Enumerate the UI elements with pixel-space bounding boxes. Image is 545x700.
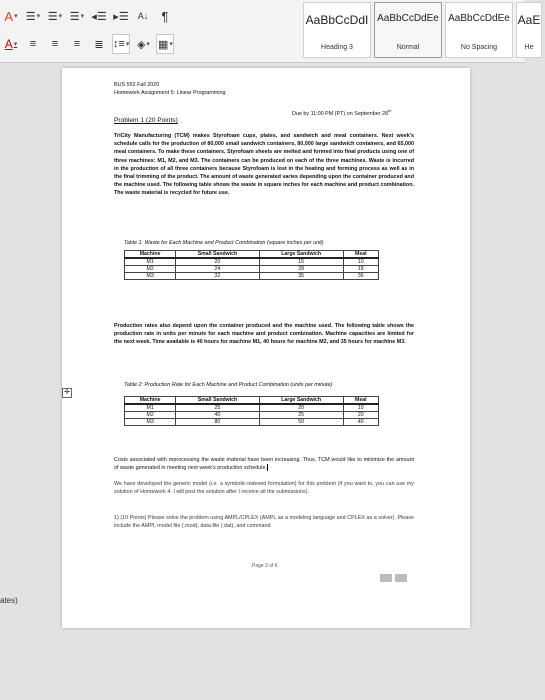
style-no-spacing-name: No Spacing — [460, 44, 498, 51]
table-cell: 25 — [176, 404, 259, 412]
table-cell: 35 — [259, 273, 343, 280]
sort-icon[interactable]: A↓ — [137, 11, 149, 21]
problem-paragraph-3 — [114, 456, 414, 472]
text-cursor — [267, 464, 268, 471]
decrease-indent-icon[interactable]: ◂☰ — [91, 10, 107, 23]
view-mode-icons — [380, 574, 407, 582]
style-heading3-preview: AaBbCcDdI — [305, 13, 369, 27]
course-line: BUS 552 Fall 2020 — [114, 82, 160, 88]
table-cell: 40 — [343, 419, 378, 426]
table-cell: M2 — [125, 266, 176, 273]
text-effects-button[interactable]: A ▾ — [4, 8, 18, 24]
style-no-spacing-preview: AaBbCcDdEe — [448, 13, 510, 24]
table-cell: 20 — [259, 404, 343, 412]
table1-header: Meal — [343, 251, 378, 259]
due-superscript: th — [388, 108, 392, 113]
question-1: 1) (10 Points) Please solve the problem using AMPL/CPLEX (AMPL as a modeling language and CPLEX as a solver). Please include the AMPL model file (.mod), data file (.dat), and command — [114, 515, 414, 530]
styles-gallery — [303, 2, 545, 58]
table-cell: 20 — [176, 258, 259, 266]
table-cell: 50 — [259, 419, 343, 426]
style-heading[interactable] — [516, 2, 542, 58]
status-left-text: ates) — [0, 596, 18, 605]
table-cell: 24 — [176, 266, 259, 273]
multilevel-list-button[interactable]: ☰ ▾ — [69, 10, 85, 23]
table2-header: Machine — [125, 397, 176, 405]
table1-header: Small Sandwich — [176, 251, 259, 259]
justify-icon[interactable]: ≣ — [94, 38, 104, 51]
ribbon-row-2 — [0, 30, 176, 58]
table1-header: Large Sandwich — [259, 251, 343, 259]
table-cell: M3 — [125, 273, 176, 280]
table2-caption: Table 2: Production Rate for Each Machine and Product Combination (units per minute) — [124, 382, 333, 388]
table-cell: 32 — [176, 273, 259, 280]
table-row — [125, 419, 379, 426]
increase-indent-icon[interactable]: ▸☰ — [113, 10, 129, 23]
table-row — [125, 273, 379, 280]
table-row — [125, 412, 379, 419]
view-web-icon[interactable] — [395, 574, 407, 582]
font-color-button[interactable]: A ▾ — [4, 37, 18, 51]
due-text: Due by 11:00 PM (PT) on September 28 — [292, 110, 389, 117]
homework-line: Homework Assignment 5: Linear Programming — [114, 90, 226, 96]
show-formatting-icon[interactable]: ¶ — [161, 8, 169, 24]
table1-header: Machine — [125, 251, 176, 259]
style-normal[interactable] — [374, 2, 442, 58]
problem-paragraph-1: TriCity Manufacturing (TCM) makes Styrofoam cups, plates, and sandwich and meal containers. Next week's schedule calls for the production of 80,000 small sandwich containers, 80,000 large sandwich containers, and 65,000 meal containers. To make these containers, Styrofoam sheets are melted and formed into final products using one of three machines: M1, M2, and M3. The containers can be produced on each of the three machines. Waste is incurred in the production of all three containers because Styrofoam is lost in the heating and forming process as well as in the final trimming of the product. The amount of waste generated varies depending upon the container produced and the machine used. The following table shows the waste in square inches for each machine and product combination. The waste material is recycled for future use. — [114, 133, 414, 197]
table-cell: 15 — [259, 258, 343, 266]
table-cell: 36 — [343, 273, 378, 280]
view-layout-icon[interactable] — [380, 574, 392, 582]
table-row — [125, 258, 379, 266]
line-spacing-icon[interactable]: ↕≡ ▾ — [112, 34, 130, 54]
table-cell: 18 — [343, 266, 378, 273]
table2-header: Small Sandwich — [176, 397, 259, 405]
table2-header-row — [125, 397, 379, 405]
table-row — [125, 404, 379, 412]
align-right-icon[interactable]: ≡ — [73, 38, 81, 50]
problem-title: Problem 1 (20 Points) — [114, 117, 178, 124]
page-number: Page 2 of 6 — [252, 563, 278, 569]
waste-table — [124, 250, 379, 280]
align-left-icon[interactable]: ≡ — [29, 38, 37, 50]
paragraph-3-text: Costs associated with reprocessing the waste material have been increasing. Thus, TCM would like to minimize the amount of waste generated in meeting next week's production schedule. — [114, 457, 414, 472]
table-cell: 10 — [343, 404, 378, 412]
style-no-spacing[interactable] — [445, 2, 513, 58]
style-normal-name: Normal — [396, 44, 420, 51]
production-rate-table — [124, 396, 379, 426]
table1-caption: Table 1: Waste for Each Machine and Product Combination (square inches per unit) — [124, 240, 324, 246]
table-move-handle-icon[interactable]: ✛ — [62, 388, 72, 398]
table-row — [125, 266, 379, 273]
table-cell: 28 — [259, 266, 343, 273]
borders-icon[interactable]: ▦ ▾ — [156, 34, 174, 54]
problem-paragraph-4: We have developed the generic model (i.e. a symbolic-indexed formulation) for this problem (if you want to, you can use my solution of Homework 4. I will post the solution after I receive all the submissions). — [114, 481, 414, 496]
problem-paragraph-2: Production rates also depend upon the container produced and the machine used. The following table shows the production rate in units per minute for each machine and product combination. Machine capacities are limited for the next week. Time available is 40 hours for machine M1, 40 hours for machine M2, and 35 hours for machine M3. — [114, 323, 414, 346]
shading-icon[interactable]: ◈ ▾ — [136, 38, 150, 51]
table-cell: 20 — [343, 412, 378, 419]
table2-header: Large Sandwich — [259, 397, 343, 405]
table2-header: Meal — [343, 397, 378, 405]
table-cell: 40 — [176, 412, 259, 419]
table-cell: M2 — [125, 412, 176, 419]
numbering-button[interactable]: ☰ ▾ — [47, 10, 63, 23]
ribbon-toolbar — [0, 0, 541, 63]
style-normal-preview: AaBbCcDdEe — [377, 13, 439, 24]
style-heading-preview: AaE — [517, 13, 541, 27]
table-cell: 80 — [176, 419, 259, 426]
table-cell: 10 — [343, 258, 378, 266]
table1-header-row — [125, 251, 379, 259]
table-cell: M1 — [125, 258, 176, 266]
table-cell: 25 — [259, 412, 343, 419]
ribbon-row-1 — [0, 2, 176, 30]
style-heading3[interactable] — [303, 2, 371, 58]
table-cell: M1 — [125, 404, 176, 412]
style-heading-name: He — [524, 44, 534, 51]
table-cell: M3 — [125, 419, 176, 426]
document-page[interactable] — [62, 68, 470, 628]
align-center-icon[interactable]: ≡ — [51, 38, 59, 50]
style-heading3-name: Heading 3 — [321, 44, 353, 51]
bullets-button[interactable]: ☰ ▾ — [25, 10, 41, 23]
